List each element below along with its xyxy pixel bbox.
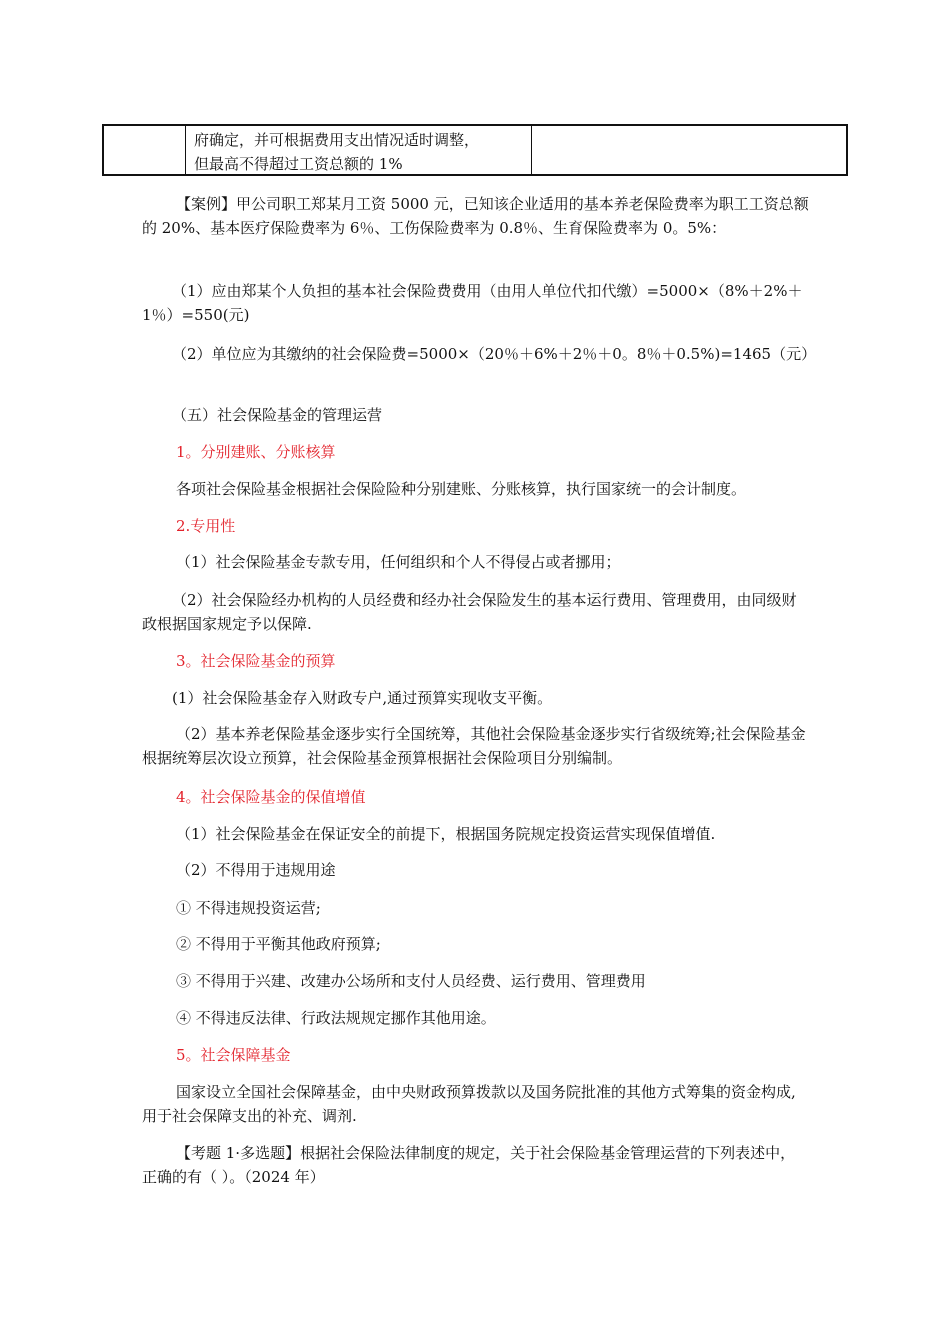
table-cell-empty-left [104, 126, 186, 174]
fee-table-row [102, 124, 848, 176]
heading-3-item-1: (1）社会保险基金存入财政专户,通过预算实现收支平衡。 [172, 689, 553, 707]
heading-3-item-2: （2）基本养老保险基金逐步实行全国统筹，其他社会保险基金逐步实行省级统筹;社会保险基金根据统筹层次设立预算，社会保险基金预算根据社会保险项目分别编制。 [142, 725, 806, 767]
heading-4-subitem: ② 不得用于平衡其他政府预算; [176, 935, 381, 953]
table-cell-line: 府确定，并可根据费用支出情况适时调整， [194, 131, 480, 149]
section-heading-5: （五）社会保险基金的管理运营 [172, 406, 383, 424]
heading-4: 4。社会保险基金的保值增值 [176, 788, 366, 806]
heading-1: 1。分别建账、分账核算 [176, 443, 336, 461]
heading-2-item-1: （1）社会保险基金专款专用，任何组织和个人不得侵占或者挪用； [176, 553, 621, 571]
heading-2-item-2: （2）社会保险经办机构的人员经费和经办社会保险发生的基本运行费用、管理费用，由同级财政根据国家规定予以保障. [142, 591, 797, 633]
case-paragraph: 【案例】甲公司职工郑某月工资 5000 元，已知该企业适用的基本养老保险费率为职工工资总额的 20%、基本医疗保险费率为 6％、工伤保险费率为 0.8％、生育保险费率为 0。5%： [142, 195, 809, 237]
heading-2: 2.专用性 [176, 517, 236, 535]
table-cell-empty-right [532, 126, 846, 174]
heading-4-subitem: ④ 不得违反法律、行政法规规定挪作其他用途。 [176, 1009, 496, 1027]
heading-4-subitem: ① 不得违规投资运营; [176, 899, 321, 917]
calc-employer: （2）单位应为其缴纳的社会保险费=5000×（20％＋6%＋2％＋0。8％＋0.5%)=1465（元） [172, 345, 817, 363]
heading-5: 5。社会保障基金 [176, 1046, 291, 1064]
heading-4-item-2: （2）不得用于违规用途 [176, 861, 336, 879]
exam-question: 【考题 1·多选题】根据社会保险法律制度的规定，关于社会保险基金管理运营的下列表述中，正确的有（ ）。（2024 年） [142, 1144, 796, 1186]
table-cell-line: 但最高不得超过工资总额的 1% [194, 155, 403, 173]
heading-1-text: 各项社会保险基金根据社会保险险种分别建账、分账核算，执行国家统一的会计制度。 [176, 480, 747, 498]
heading-5-text: 国家设立全国社会保障基金，由中央财政预算拨款以及国务院批准的其他方式筹集的资金构成,用于社会保障支出的补充、调剂. [142, 1083, 796, 1125]
heading-3: 3。社会保险基金的预算 [176, 652, 336, 670]
heading-4-subitem: ③ 不得用于兴建、改建办公场所和支付人员经费、运行费用、管理费用 [176, 972, 646, 990]
table-cell-description [186, 126, 532, 174]
calc-personal: （1）应由郑某个人负担的基本社会保险费费用（由用人单位代扣代缴）=5000×（8%＋2%＋1％）=550(元) [142, 282, 803, 324]
heading-4-item-1: （1）社会保险基金在保证安全的前提下，根据国务院规定投资运营实现保值增值. [176, 825, 716, 843]
